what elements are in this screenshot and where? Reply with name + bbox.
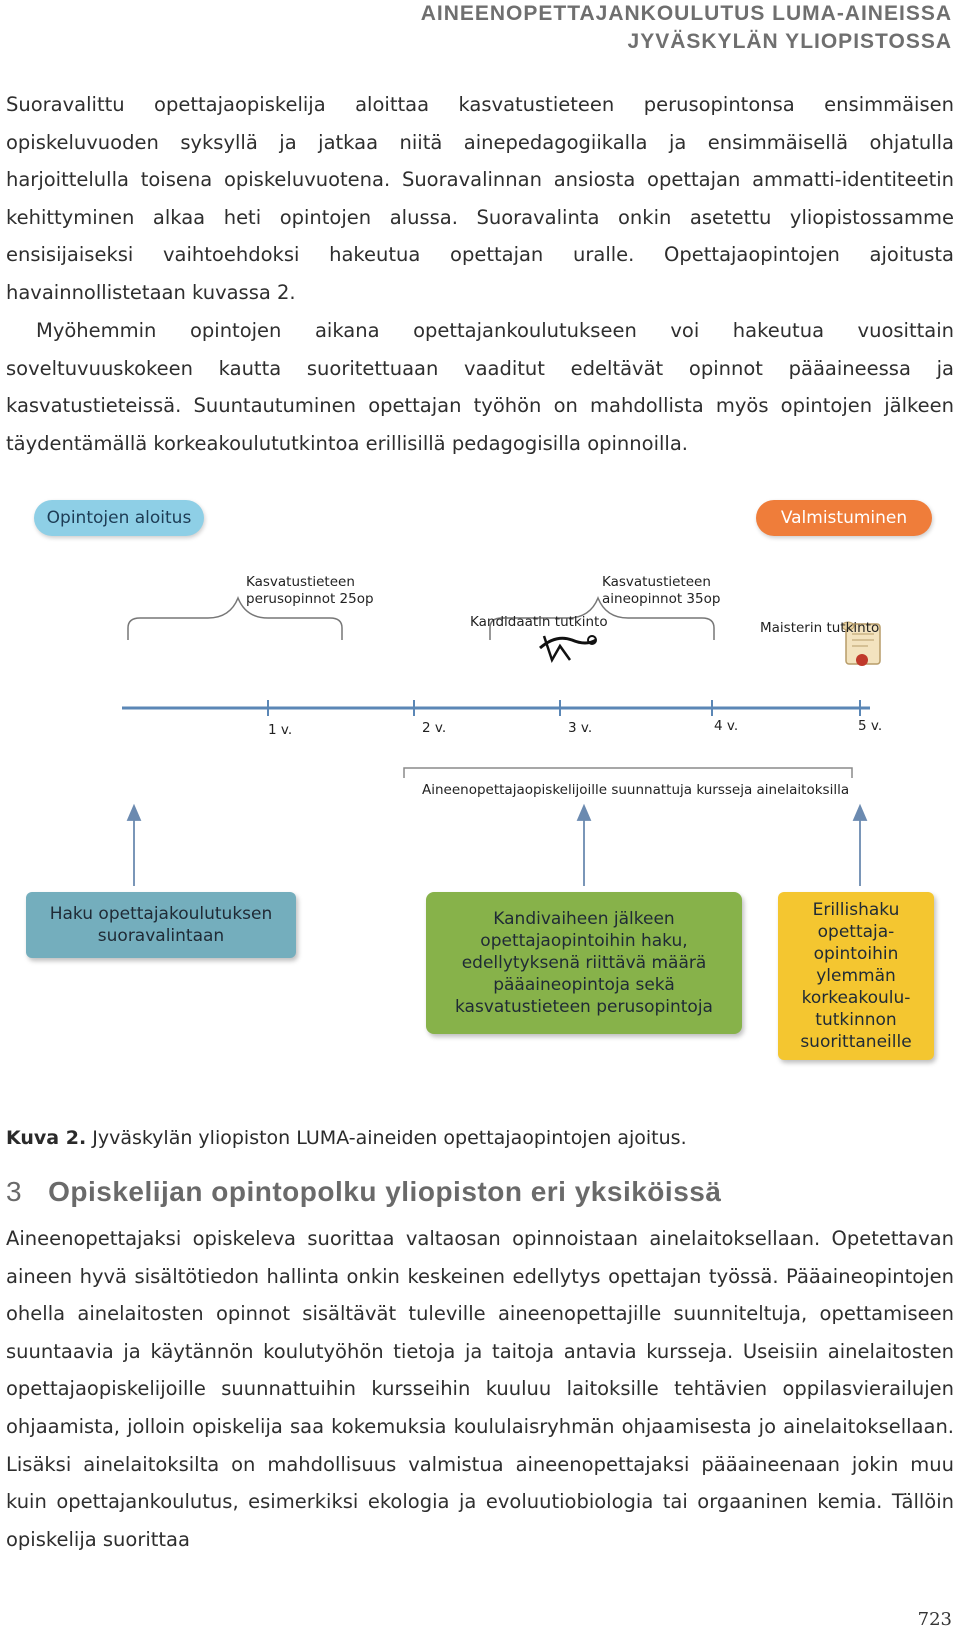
box-after-bachelor: [426, 892, 742, 1034]
graduation-pill: Valmistuminen: [756, 500, 932, 536]
arrows: [128, 806, 866, 886]
master-label: Maisterin tutkinto: [760, 620, 880, 636]
paragraph-2: [6, 312, 954, 462]
header-line-1: AINEENOPETTAJANKOULUTUS LUMA-AINEISSA: [420, 2, 952, 25]
brace1-label: Kasvatustieteen perusopinnot 25op: [246, 574, 374, 607]
box-after-bachelor-text: Kandivaiheen jälkeen opettajaopintoihin haku, edellytyksenä riittävä määrä pääaineopintoja sekä kasvatustieteen perusopintoja: [455, 909, 713, 1017]
year-label-3: 3 v.: [568, 720, 593, 736]
caption-label: Kuva 2.: [6, 1127, 87, 1149]
start-pill: Opintojen aloitus: [34, 500, 204, 536]
diploma-icon: [540, 636, 596, 660]
year-label-4: 4 v.: [714, 718, 739, 734]
year-label-5: 5 v.: [858, 718, 883, 734]
page-number: 723: [917, 1609, 952, 1630]
section-heading: [6, 1176, 721, 1208]
header-line-2: JYVÄSKYLÄN YLIOPISTOSSA: [627, 30, 952, 53]
box-separate-admission-text: Erillishaku opettaja- opintoihin ylemmän korkeakoulu- tutkinnon suorittaneille: [800, 900, 912, 1052]
box-direct-admission: [26, 892, 296, 958]
year-label-2: 2 v.: [422, 720, 447, 736]
paragraph-1: Suoravalittu opettajaopiskelija aloittaa kasvatustieteen perusopintonsa ensimmäisen opiskeluvuoden syksyllä ja jatkaa niitä ainepedagogiikalla ja ensimmäisellä ohjatulla harjoittelulla toisena opiskeluvuotena. Suoravalinnan ansiosta opettajan ammatti-identiteetin kehittyminen alkaa heti opintojen alussa. Suoravalinta onkin asetettu yliopistossamme ensisijaiseksi vaihtoehdoksi hakeutua opettajan uralle. Opettajaopintojen ajoitusta havainnollistetaan kuvassa 2.: [6, 93, 954, 304]
courses-bracket: [404, 768, 852, 778]
box-separate-admission: [778, 892, 934, 1060]
paragraph-2-text: Myöhemmin opintojen aikana opettajankoulutukseen voi hakeutua vuosittain soveltuvuuskokeen kautta suoritettuaan vaaditut edeltävät opinnot pääaineessa ja kasvatustieteissä. Suuntautuminen opettajan työhön on mahdollista myös opintojen jälkeen täydentämällä korkeakoulututkintoa erillisillä pedagogisilla opinnoilla.: [6, 319, 954, 455]
bachelor-label: Kandidaatin tutkinto: [470, 614, 608, 630]
brace2-label: Kasvatustieteen aineopinnot 35op: [602, 574, 721, 607]
courses-label: Aineenopettajaopiskelijoille suunnattuja kursseja ainelaitoksilla: [422, 782, 850, 798]
timeline-figure: [0, 500, 960, 1120]
section-number: 3: [6, 1176, 23, 1207]
section-title: Opiskelijan opintopolku yliopiston eri yksiköissä: [48, 1176, 722, 1207]
year-label-1: 1 v.: [268, 722, 293, 738]
paragraph-3: Aineenopettajaksi opiskeleva suorittaa valtaosan opinnoistaan ainelaitoksellaan. Opetettavan aineen hyvä sisältötiedon hallinta onkin keskeinen edellytys opettajan työssä. Pääaineopintojen ohella ainelaitosten opinnot sisältävät tuleville aineenopettajille suunniteltuja, opettamiseen suuntaavia ja käytännön koulutyöhön tietoja ja taitoja antavia kursseja. Useisiin ainelaitosten opettajaopiskelijoille suunnattuihin kursseihin kuuluu laitoksille tehtävien oppilasvierailujen ohjaamista, jolloin opiskelija saa kokemuksia koululaisryhmän ohjaamisesta jo ainelaitoksellaan. Lisäksi ainelaitoksilta on mahdollisuus valmistua aineenopettajaksi pääaineenaan jokin muu kuin opettajankoulutus, esimerkiksi ekologia ja evoluutiobiologia tai orgaaninen kemia. Tällöin opiskelija suorittaa: [6, 1227, 954, 1551]
figure-caption: [6, 1125, 687, 1151]
running-header: [421, 0, 952, 56]
caption-text: Jyväskylän yliopiston LUMA-aineiden opettajaopintojen ajoitus.: [86, 1127, 687, 1149]
box-direct-admission-text: Haku opettajakoulutuksen suoravalintaan: [49, 904, 273, 946]
